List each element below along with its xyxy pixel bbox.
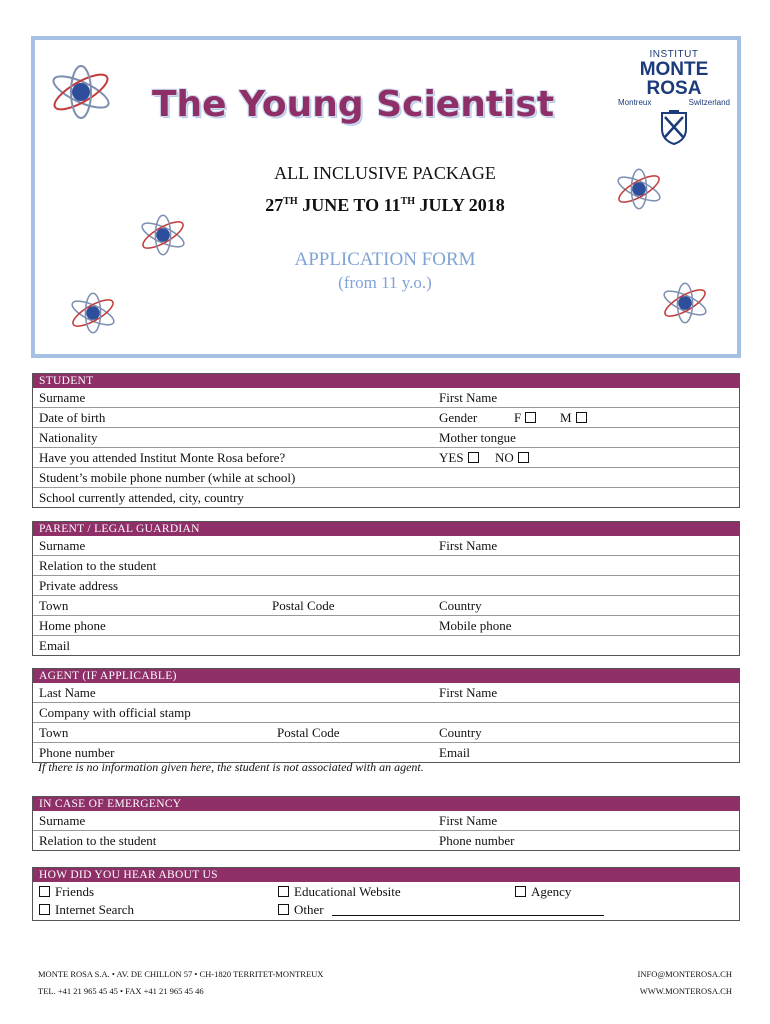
relation-field[interactable]: Relation to the student: [39, 833, 157, 848]
phone-field[interactable]: Phone number: [39, 745, 115, 760]
email-field[interactable]: Email: [39, 638, 71, 653]
parent-section: [32, 521, 740, 656]
form-row: [33, 615, 739, 635]
crest-icon: [659, 109, 689, 145]
country-field[interactable]: Country: [439, 598, 482, 613]
section-heading: IN CASE OF EMERGENCY: [33, 797, 739, 811]
logo-institut: INSTITUT: [649, 49, 699, 60]
checkbox-icon: [518, 452, 529, 463]
checkbox-icon: [39, 886, 50, 897]
no-option[interactable]: NO: [495, 448, 529, 467]
agency-option[interactable]: Agency: [515, 882, 571, 901]
agent-section: [32, 668, 740, 763]
checkbox-icon: [278, 904, 289, 915]
footer-email[interactable]: INFO@MONTEROSA.CH: [637, 969, 732, 979]
referral-section: [32, 867, 740, 921]
other-text-line: [332, 903, 604, 916]
form-row: [33, 702, 739, 722]
program-dates: 27TH JUNE TO 11TH JULY 2018: [265, 195, 505, 215]
page-title: The Young Scientist: [152, 84, 555, 125]
checkbox-icon: [468, 452, 479, 463]
form-row: [33, 683, 739, 702]
footer-address: MONTE ROSA S.A. • AV. DE CHILLON 57 • CH-1820 TERRITET-MONTREUX: [38, 969, 324, 979]
form-row: [33, 742, 739, 762]
form-row: [33, 407, 739, 427]
attended-before-label: Have you attended Institut Monte Rosa before?: [39, 450, 286, 465]
mother-tongue-field[interactable]: Mother tongue: [439, 430, 516, 445]
monte-rosa-logo: [618, 49, 730, 150]
checkbox-icon: [525, 412, 536, 423]
checkbox-icon: [39, 904, 50, 915]
section-heading: PARENT / LEGAL GUARDIAN: [33, 522, 739, 536]
application-form-title: APPLICATION FORM: [294, 249, 476, 270]
agent-note: If there is no information given here, the student is not associated with an agent.: [38, 760, 424, 774]
dob-field[interactable]: Date of birth: [39, 410, 106, 425]
emergency-section: [32, 796, 740, 851]
country-field[interactable]: Country: [439, 725, 482, 740]
footer-website[interactable]: WWW.MONTEROSA.CH: [639, 986, 732, 996]
form-row: [33, 830, 739, 850]
home-phone-field[interactable]: Home phone: [39, 618, 106, 633]
form-row: [33, 882, 739, 900]
form-row: [33, 635, 739, 655]
package-title: ALL INCLUSIVE PACKAGE: [274, 163, 496, 183]
gender-label: Gender: [439, 410, 478, 425]
friends-option[interactable]: Friends: [39, 882, 94, 901]
relation-field[interactable]: Relation to the student: [39, 558, 157, 573]
other-option[interactable]: Other: [278, 900, 604, 919]
gender-m-option[interactable]: M: [560, 408, 587, 427]
postal-code-field[interactable]: Postal Code: [277, 725, 340, 740]
section-heading: AGENT (IF APPLICABLE): [33, 669, 739, 683]
logo-right: Switzerland: [688, 98, 730, 107]
first-name-field[interactable]: First Name: [439, 390, 498, 405]
form-row: [33, 595, 739, 615]
town-field[interactable]: Town: [39, 725, 69, 740]
form-row: [33, 427, 739, 447]
form-row: [33, 447, 739, 467]
section-heading: STUDENT: [33, 374, 739, 388]
email-field[interactable]: Email: [439, 745, 471, 760]
form-row: [33, 900, 739, 920]
form-row: [33, 811, 739, 830]
town-field[interactable]: Town: [39, 598, 69, 613]
logo-left: Montreux: [618, 98, 652, 107]
atom-icon: [68, 290, 118, 336]
postal-code-field[interactable]: Postal Code: [272, 598, 335, 613]
checkbox-icon: [278, 886, 289, 897]
last-name-field[interactable]: Last Name: [39, 685, 96, 700]
phone-field[interactable]: Phone number: [439, 833, 515, 848]
form-row: [33, 388, 739, 407]
logo-locations: [618, 98, 730, 107]
address-field[interactable]: Private address: [39, 578, 119, 593]
educational-website-option[interactable]: Educational Website: [278, 882, 401, 901]
form-row: [33, 467, 739, 487]
yes-option[interactable]: YES: [439, 448, 479, 467]
nationality-field[interactable]: Nationality: [39, 430, 98, 445]
form-row: [33, 487, 739, 507]
surname-field[interactable]: Surname: [39, 813, 86, 828]
student-section: [32, 373, 740, 508]
checkbox-icon: [576, 412, 587, 423]
first-name-field[interactable]: First Name: [439, 685, 498, 700]
form-row: [33, 555, 739, 575]
company-field[interactable]: Company with official stamp: [39, 705, 191, 720]
checkbox-icon: [515, 886, 526, 897]
age-requirement: (from 11 y.o.): [338, 273, 432, 292]
gender-f-option[interactable]: F: [514, 408, 536, 427]
section-heading: HOW DID YOU HEAR ABOUT US: [33, 868, 739, 882]
first-name-field[interactable]: First Name: [439, 538, 498, 553]
surname-field[interactable]: Surname: [39, 538, 86, 553]
logo-name: MONTE ROSA: [639, 59, 709, 99]
school-field[interactable]: School currently attended, city, country: [39, 490, 244, 505]
atom-icon: [48, 62, 114, 122]
form-row: [33, 722, 739, 742]
mobile-phone-field[interactable]: Mobile phone: [439, 618, 512, 633]
surname-field[interactable]: Surname: [39, 390, 86, 405]
internet-search-option[interactable]: Internet Search: [39, 900, 134, 919]
form-row: [33, 575, 739, 595]
first-name-field[interactable]: First Name: [439, 813, 498, 828]
form-row: [33, 536, 739, 555]
footer-phone: TEL. +41 21 965 45 45 • FAX +41 21 965 45 46: [38, 986, 204, 996]
student-mobile-field[interactable]: Student’s mobile phone number (while at school): [39, 470, 296, 485]
